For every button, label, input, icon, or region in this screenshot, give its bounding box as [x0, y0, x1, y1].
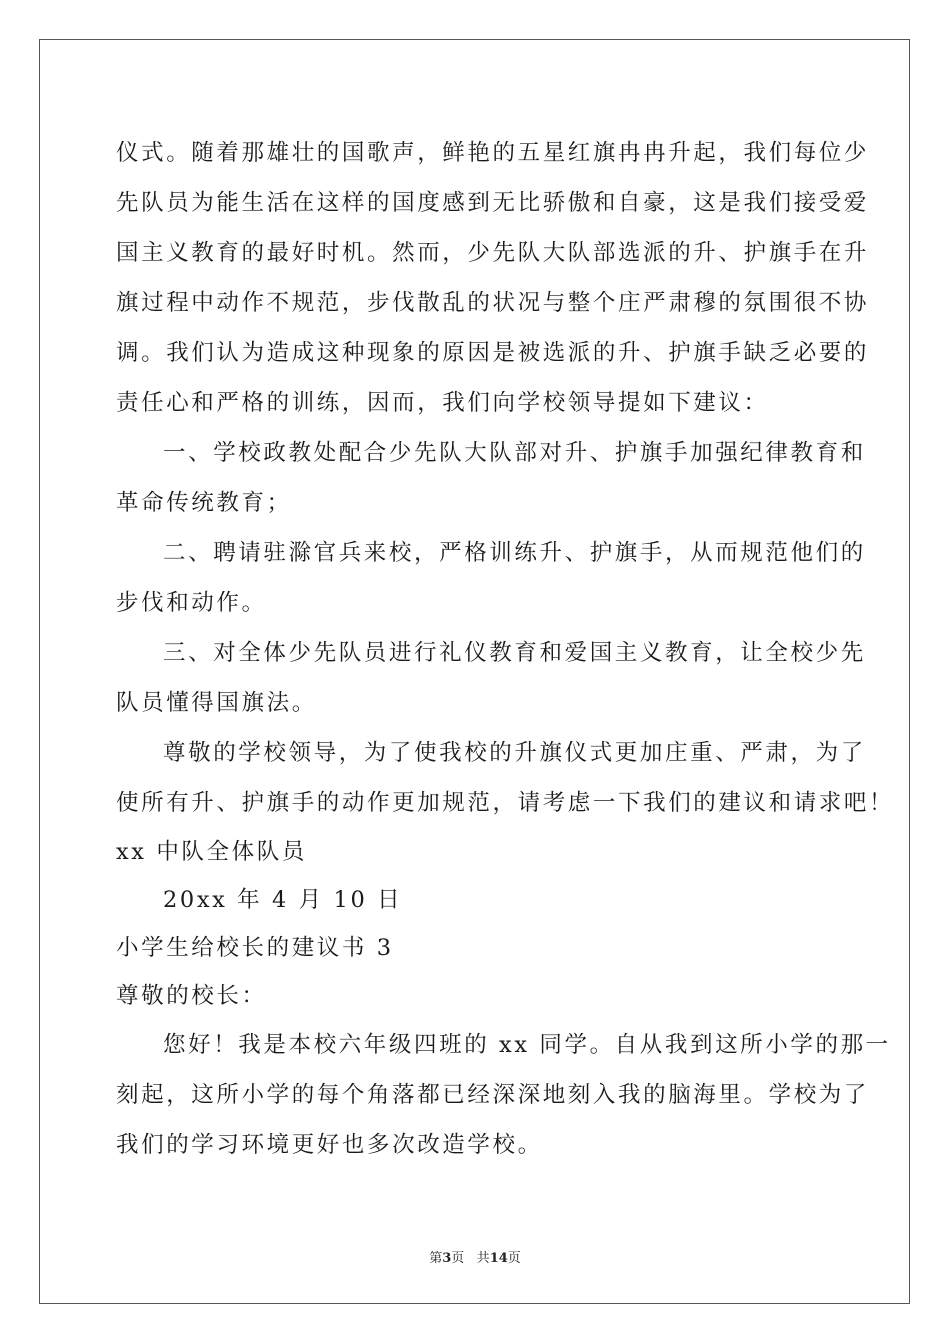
paragraph-line: 使所有升、护旗手的动作更加规范，请考虑一下我们的建议和请求吧！: [116, 790, 895, 816]
paragraph-line: 刻起，这所小学的每个角落都已经深深地刻入我的脑海里。学校为了: [116, 1082, 870, 1108]
paragraph-line: 调。我们认为造成这种现象的原因是被选派的升、护旗手缺乏必要的: [116, 340, 870, 366]
page-suffix: 页: [451, 1251, 465, 1266]
greeting-paragraph: 您好！我是本校六年级四班的 xx 同学。自从我到这所小学的那一: [163, 1032, 891, 1058]
document-body: [116, 128, 895, 1170]
paragraph-line: 革命传统教育；: [116, 490, 292, 516]
page-prefix: 第: [429, 1251, 443, 1266]
page-footer: [0, 1247, 950, 1266]
paragraph-line: 仪式。随着那雄壮的国歌声，鲜艳的五星红旗冉冉升起，我们每位少: [116, 140, 870, 166]
suggestion-three: 三、对全体少先队员进行礼仪教育和爱国主义教育，让全校少先: [163, 640, 866, 666]
paragraph-line: 队员懂得国旗法。: [116, 690, 317, 716]
total-suffix: 页: [507, 1251, 521, 1266]
paragraph-line: 我们的学习环境更好也多次改造学校。: [116, 1132, 543, 1158]
salutation: 尊敬的校长：: [116, 983, 267, 1009]
total-prefix: 共: [476, 1251, 490, 1266]
section-title: 小学生给校长的建议书 3: [116, 935, 394, 961]
paragraph-line: 旗过程中动作不规范，步伐散乱的状况与整个庄严肃穆的氛围很不协: [116, 290, 870, 316]
paragraph-line: 先队员为能生活在这样的国度感到无比骄傲和自豪，这是我们接受爱: [116, 190, 870, 216]
suggestion-one: 一、学校政教处配合少先队大队部对升、护旗手加强纪律教育和: [163, 440, 866, 466]
page-total: 14: [489, 1251, 508, 1266]
closing-paragraph: 尊敬的学校领导，为了使我校的升旗仪式更加庄重、严肃，为了: [163, 740, 866, 766]
paragraph-line: 步伐和动作。: [116, 590, 267, 616]
suggestion-two: 二、聘请驻滁官兵来校，严格训练升、护旗手，从而规范他们的: [163, 540, 866, 566]
paragraph-line: 责任心和严格的训练，因而，我们向学校领导提如下建议：: [116, 390, 769, 416]
page-current: 3: [442, 1251, 452, 1266]
date: 20xx 年 4 月 10 日: [163, 887, 403, 913]
paragraph-line: 国主义教育的最好时机。然而，少先队大队部选派的升、护旗手在升: [116, 240, 870, 266]
signature: xx 中队全体队员: [116, 839, 307, 865]
